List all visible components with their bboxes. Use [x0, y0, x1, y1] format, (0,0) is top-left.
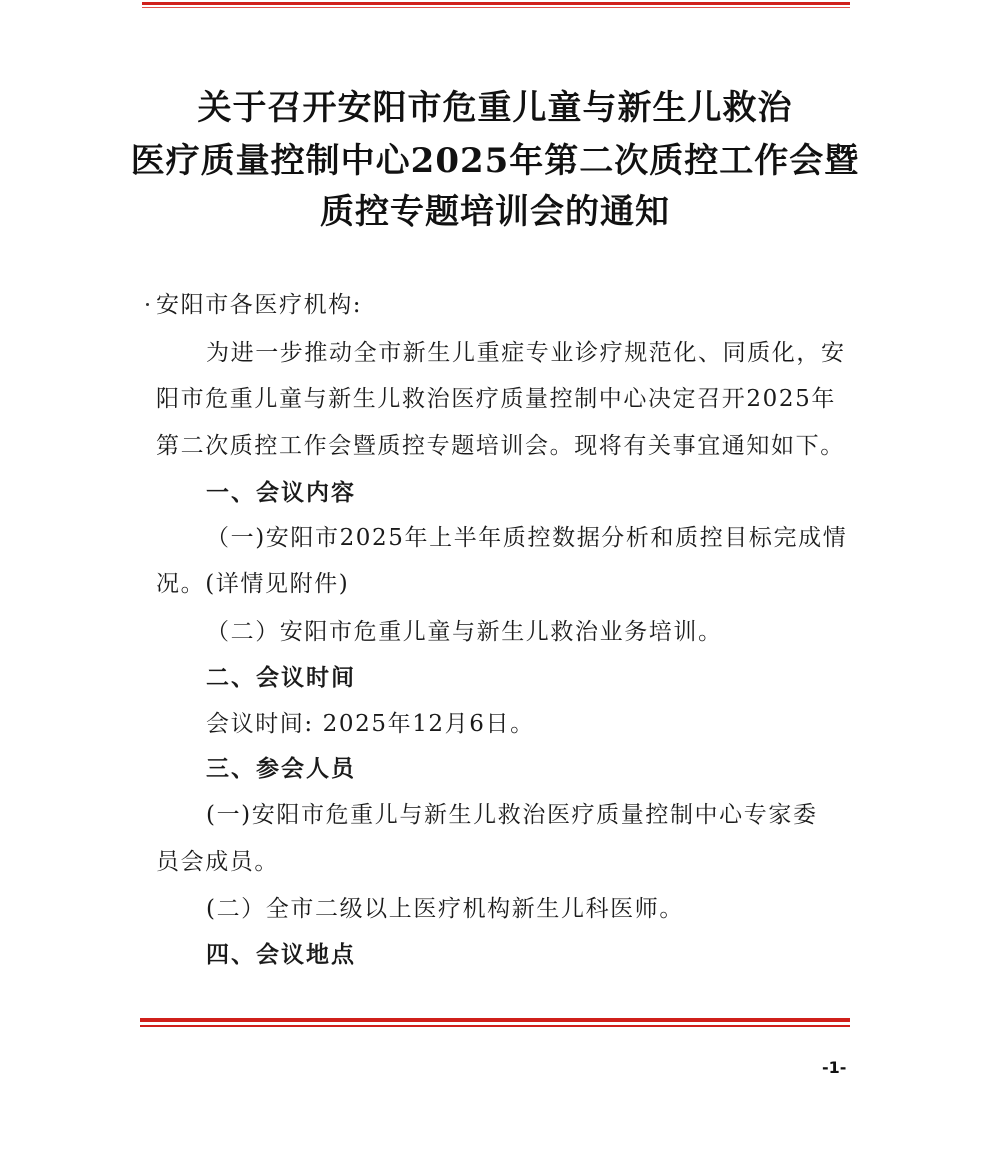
document-title-line-3: 质控专题培训会的通知 [320, 192, 670, 232]
content-item-2: （二）安阳市危重儿童与新生儿救治业务培训。 [206, 619, 723, 645]
content-item-1-line-1: （一)安阳市2025年上半年质控数据分析和质控目标完成情 [206, 525, 848, 551]
salutation: 安阳市各医疗机构: [156, 292, 363, 318]
margin-dot [146, 303, 149, 306]
attendees-item-1-line-2: 员会成员。 [156, 849, 279, 875]
content-item-1-line-2: 况。(详情见附件) [156, 571, 350, 597]
meeting-time: 会议时间: 2025年12月6日。 [206, 711, 535, 737]
intro-line-3: 第二次质控工作会暨质控专题培训会。现将有关事宜通知如下。 [156, 433, 845, 459]
document-title-line-2: 医疗质量控制中心2025年第二次质控工作会暨 [130, 141, 860, 181]
top-red-rule [142, 2, 850, 5]
section-heading-time: 二、会议时间 [206, 665, 356, 691]
top-red-rule-thin [142, 7, 850, 8]
section-heading-content: 一、会议内容 [206, 480, 356, 506]
attendees-item-2: (二）全市二级以上医疗机构新生儿科医师。 [206, 896, 684, 922]
bottom-red-rule [140, 1018, 850, 1022]
bottom-red-rule-thin [140, 1025, 850, 1027]
document-title-line-1: 关于召开安阳市危重儿童与新生儿救治 [197, 88, 793, 128]
intro-line-2: 阳市危重儿童与新生儿救治医疗质量控制中心决定召开2025年 [156, 386, 836, 412]
section-heading-attendees: 三、参会人员 [206, 756, 356, 782]
attendees-item-1-line-1: (一)安阳市危重儿与新生儿救治医疗质量控制中心专家委 [206, 802, 818, 828]
intro-line-1: 为进一步推动全市新生儿重症专业诊疗规范化、同质化，安 [206, 340, 846, 366]
page-number: -1- [822, 1058, 847, 1077]
section-heading-location: 四、会议地点 [206, 942, 356, 968]
